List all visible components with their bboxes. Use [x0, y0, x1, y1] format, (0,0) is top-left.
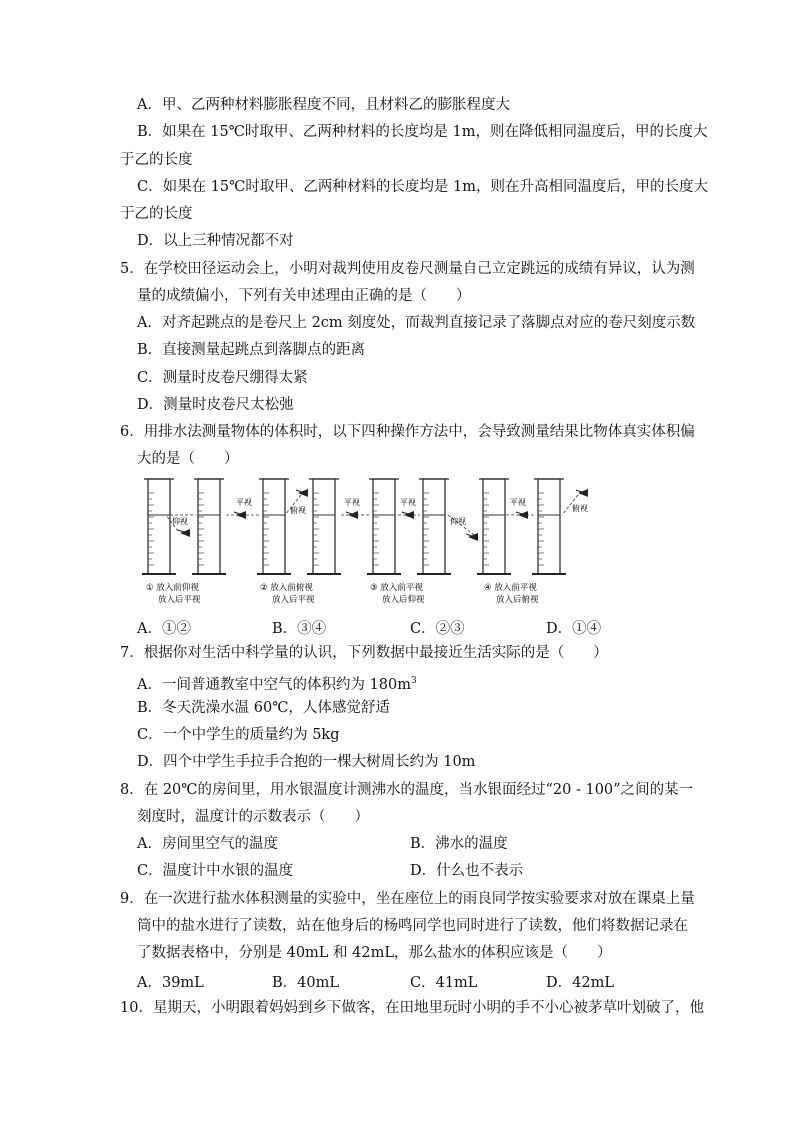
q8-option-c: C．温度计中水银的温度 [137, 863, 294, 879]
q5-option-a: A．对齐起跳点的是卷尺上 2cm 刻度处，而裁判直接记录了落脚点对应的卷尺刻度示数 [137, 315, 696, 331]
q9-stem-line1: 9．在一次进行盐水体积测量的实验中，坐在座位上的雨良同学按实验要求对放在课桌上量 [120, 891, 695, 907]
q4-option-c: C．如果在 15℃时取甲、乙两种材料的长度均是 1m，则在升高相同温度后，甲的长度大 [137, 179, 708, 195]
q6-option-b: B．③④ [272, 621, 327, 637]
q9-stem-line2: 筒中的盐水进行了读数，站在他身后的杨鸣同学也同时进行了读数，他们将数据记录在 [137, 918, 688, 934]
q7-option-a: A．一间普通教室中空气的体积约为 $180m^3$ [137, 676, 417, 693]
q9-option-a: A．39mL [137, 975, 204, 991]
q9-option-d: D．42mL [546, 975, 614, 991]
figure-caption-4-line1: ④ 放入前平视 [484, 583, 537, 593]
cylinder-reading-figure [138, 473, 628, 613]
q7-option-d: D．四个中学生手拉手合抱的一棵大树周长约为 10m [137, 754, 476, 770]
q5-stem-line1: 5．在学校田径运动会上，小明对裁判使用皮卷尺测量自己立定跳远的成绩有异议，认为测 [120, 261, 695, 277]
q6-option-a: A．①② [137, 621, 191, 637]
q4-option-a: A．甲、乙两种材料膨胀程度不同，且材料乙的膨胀程度大 [137, 97, 510, 113]
q9-stem-line3: 了数据表格中，分别是 40mL 和 42mL，那么盐水的体积应该是（ ） [137, 945, 612, 961]
eye-icon [234, 511, 246, 519]
q5-option-c: C．测量时皮卷尺绷得太紧 [137, 370, 308, 386]
figure-caption-2-line2: 放入后平视 [272, 595, 315, 605]
view-label-up: 仰视 [450, 517, 466, 526]
view-label-down: 俯视 [572, 504, 588, 513]
view-label-down: 俯视 [290, 506, 306, 515]
q5-option-d: D．测量时皮卷尺太松弛 [137, 397, 294, 413]
figure-caption-4-line2: 放入后俯视 [496, 595, 539, 605]
view-label-level: 平视 [236, 498, 252, 507]
view-label-level: 平视 [344, 498, 360, 507]
figure-caption-3-line2: 放入后仰视 [382, 595, 425, 605]
cylinder-pair-4 [477, 479, 588, 574]
q9-option-b: B．40mL [272, 975, 339, 991]
q4-option-b-cont: 于乙的长度 [120, 152, 193, 168]
q6-option-d: D．①④ [546, 621, 602, 637]
q8-stem-line2: 刻度时，温度计的示数表示（ ） [137, 809, 369, 825]
cylinder-pair-3 [341, 479, 478, 574]
cylinder-pair-1 [142, 479, 226, 574]
q6-stem-line2: 大的是（ ） [137, 451, 239, 467]
figure-caption-3-line1: ③ 放入前平视 [370, 583, 423, 593]
q8-stem-line1: 8．在 20℃的房间里，用水银温度计测沸水的温度，当水银面经过“20 - 100”之间的某一 [120, 782, 694, 798]
q8-option-d: D．什么也不表示 [410, 863, 524, 879]
view-label-level: 平视 [400, 498, 416, 507]
view-label-up: 仰视 [172, 517, 188, 526]
q4-option-b: B．如果在 15℃时取甲、乙两种材料的长度均是 1m，则在降低相同温度后，甲的长度大 [137, 124, 708, 140]
q7-option-c: C．一个中学生的质量约为 5kg [137, 727, 340, 743]
eye-icon [178, 529, 190, 537]
q8-option-b: B．沸水的温度 [410, 836, 508, 852]
figure-caption-2-line1: ② 放入前俯视 [260, 583, 313, 593]
q4-option-d: D．以上三种情况都不对 [137, 233, 294, 249]
cylinder-pair-2 [226, 479, 341, 574]
q5-option-b: B．直接测量起跳点到落脚点的距离 [137, 342, 366, 358]
q5-stem-line2: 量的成绩偏小，下列有关申述理由正确的是（ ） [137, 288, 471, 304]
q7-option-b: B．冬天洗澡水温 60℃，人体感觉舒适 [137, 700, 390, 716]
figure-caption-1-line1: ① 放入前仰视 [146, 583, 199, 593]
q6-option-c: C．②③ [410, 621, 465, 637]
figure-caption-1-line2: 放入后平视 [158, 595, 201, 605]
q9-option-c: C．41mL [410, 975, 478, 991]
q4-option-c-cont: 于乙的长度 [120, 206, 193, 222]
view-label-level: 平视 [510, 498, 526, 507]
q8-option-a: A．房间里空气的温度 [137, 836, 278, 852]
q7-stem: 7．根据你对生活中科学量的认识，下列数据中最接近生活实际的是（ ） [120, 645, 608, 661]
q10-stem-line1: 10．星期天，小明跟着妈妈到乡下做客，在田地里玩时小明的手不小心被茅草叶划破了，他 [120, 1000, 704, 1016]
eye-icon [296, 489, 308, 497]
q6-stem-line1: 6．用排水法测量物体的体积时，以下四种操作方法中，会导致测量结果比物体真实体积偏 [120, 424, 695, 440]
eye-icon [466, 533, 478, 541]
